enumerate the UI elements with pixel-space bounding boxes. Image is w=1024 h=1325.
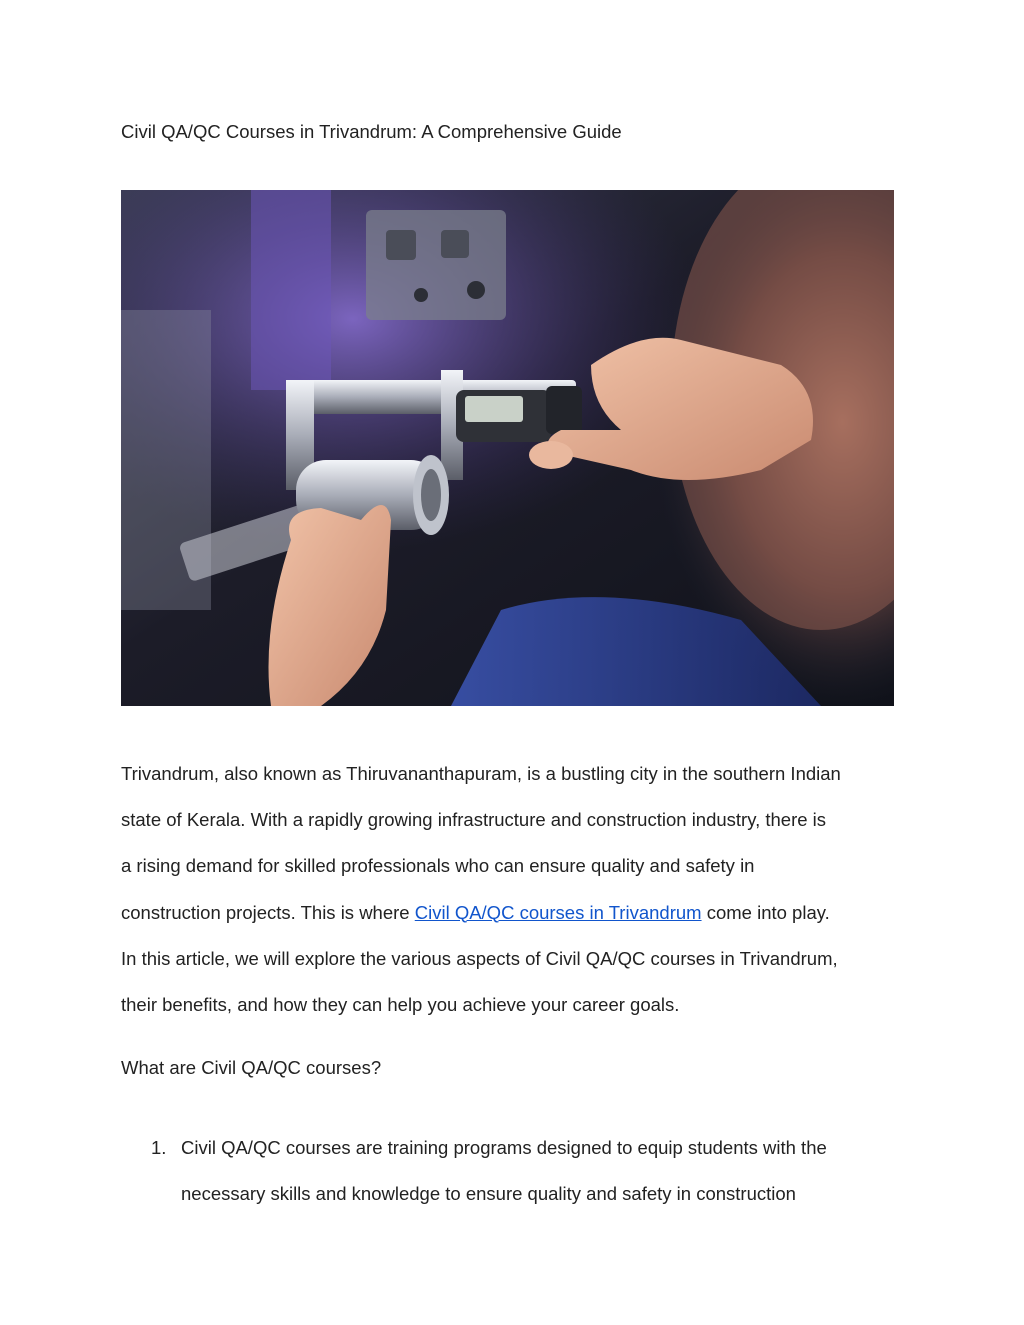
civil-qaqc-courses-link[interactable]: Civil QA/QC courses in Trivandrum bbox=[414, 901, 702, 923]
intro-line-3: a rising demand for skilled professionals who can ensure quality and safety in bbox=[121, 855, 755, 877]
caliper-photo bbox=[121, 190, 894, 706]
intro-line-4-before: construction projects. This is where bbox=[121, 901, 415, 923]
photo-illustration bbox=[121, 190, 894, 706]
intro-line-5: In this article, we will explore the various aspects of Civil QA/QC courses in Trivandrum, bbox=[121, 947, 838, 969]
list-item-line-2: necessary skills and knowledge to ensure quality and safety in construction bbox=[181, 1183, 796, 1205]
intro-line-2: state of Kerala. With a rapidly growing infrastructure and construction industry, there is bbox=[121, 809, 827, 831]
intro-paragraph bbox=[121, 751, 921, 1028]
intro-line-6: their benefits, and how they can help you achieve your career goals. bbox=[121, 994, 680, 1016]
list-marker: 1. bbox=[151, 1137, 167, 1158]
section-heading: What are Civil QA/QC courses? bbox=[121, 1057, 382, 1078]
intro-line-4 bbox=[121, 890, 921, 936]
document-title: Civil QA/QC Courses in Trivandrum: A Comprehensive Guide bbox=[121, 121, 622, 142]
list-item bbox=[121, 1125, 921, 1217]
numbered-list bbox=[121, 1125, 921, 1217]
intro-line-1: Trivandrum, also known as Thiruvananthapuram, is a bustling city in the southern Indian bbox=[121, 763, 841, 784]
list-item-line-1: Civil QA/QC courses are training programs designed to equip students with the bbox=[181, 1137, 827, 1158]
intro-line-4-after: come into play. bbox=[701, 901, 830, 923]
